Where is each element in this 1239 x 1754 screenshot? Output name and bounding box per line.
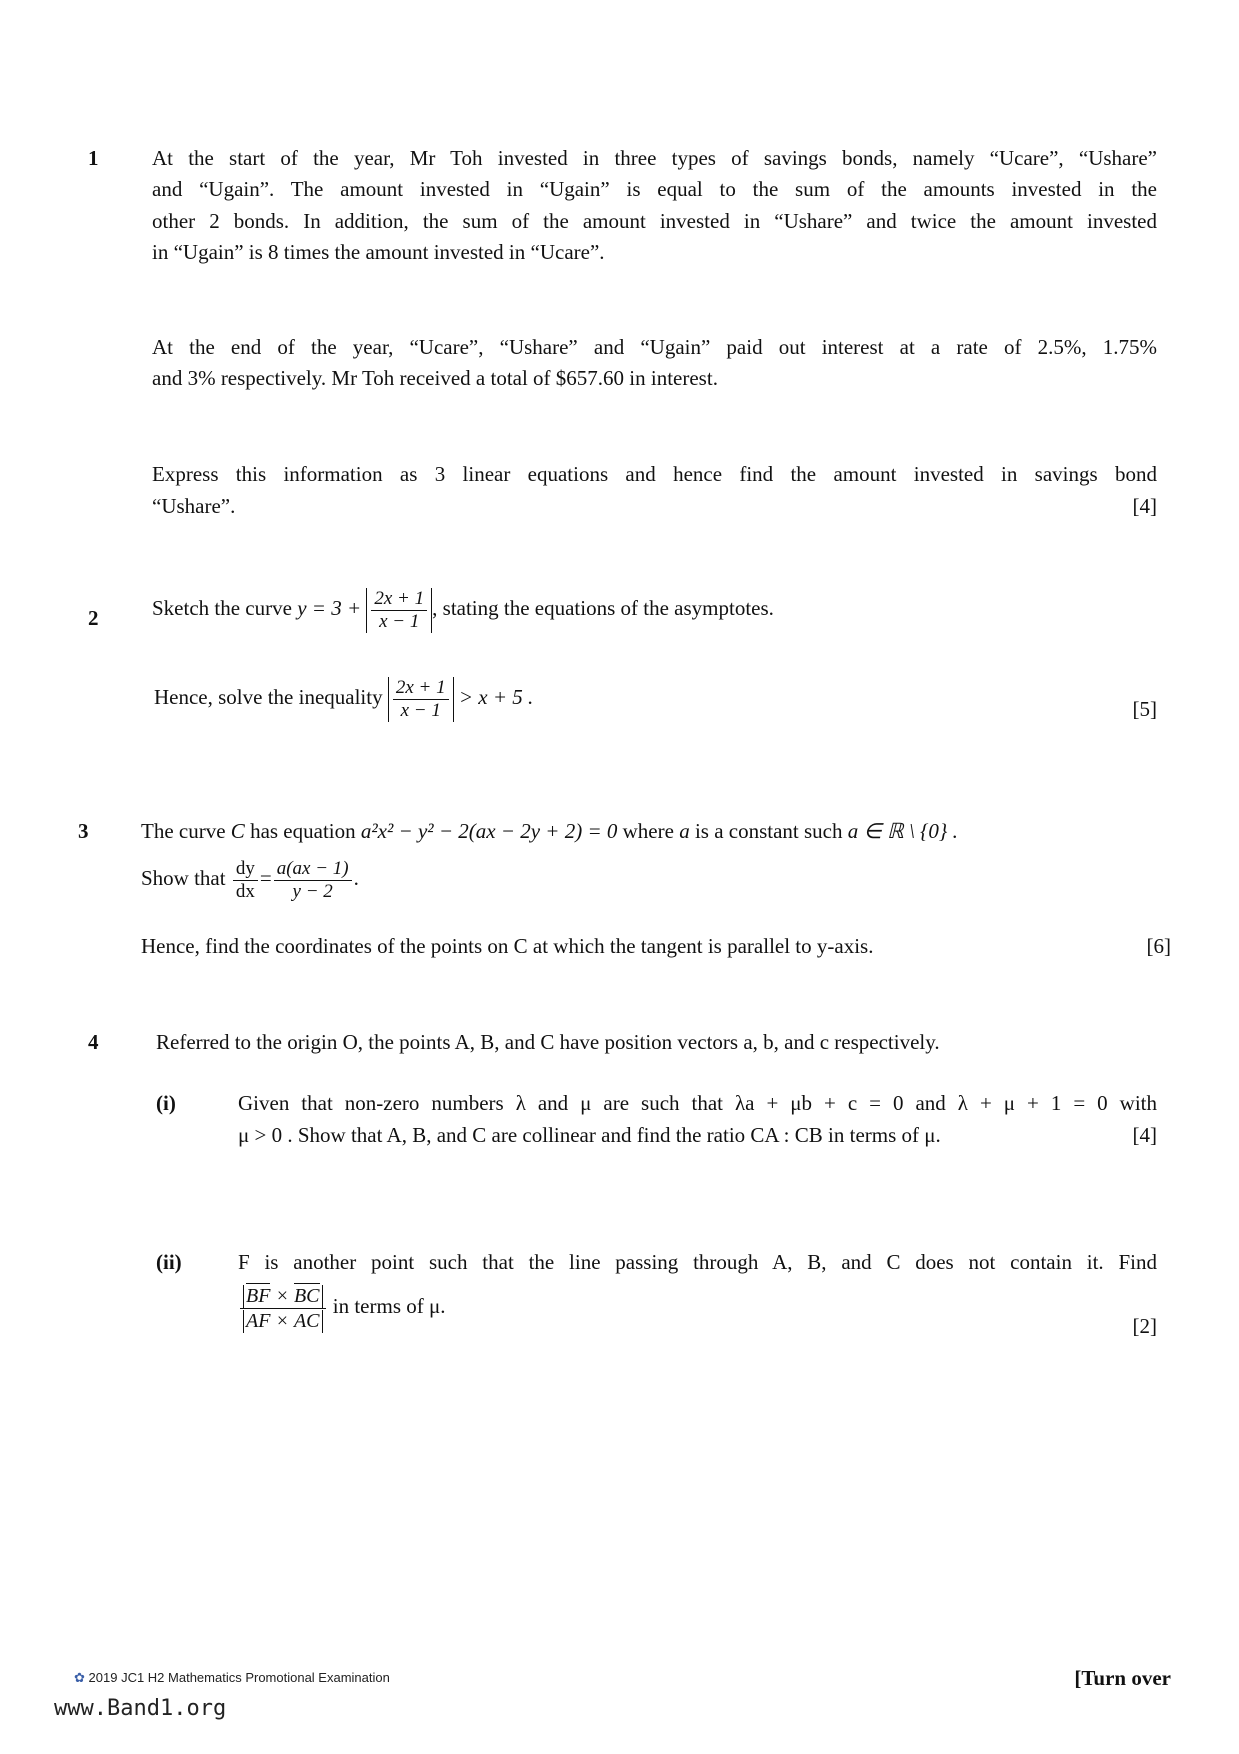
q3-text: is a constant such [689,819,848,843]
footer-exam [74,1670,390,1686]
q2-sketch-line [152,588,774,633]
q3-text: where [617,819,680,843]
vector-bc: BC [293,1284,320,1307]
q4-part-ii-expression [238,1284,446,1333]
q2-sketch-suffix: , stating the equations of the asymptotes. [432,596,774,621]
vector-af: AF [246,1309,271,1332]
question-number-3: 3 [78,819,89,843]
q2-curve-lhs: y = 3 + [297,596,362,621]
q2-abs-fraction [388,677,454,722]
q2-frac-num: 2x + 1 [393,677,449,700]
q4-part-ii-label: (ii) [156,1250,182,1274]
q3-set: a ∈ ℝ \ {0} . [847,819,958,843]
q3-equation: a²x² − y² − 2(ax − 2y + 2) = 0 [360,819,618,843]
q4-part-ii-marks: [2] [1132,1314,1157,1338]
q2-frac-den: x − 1 [379,610,420,632]
q3-rhs-den: y − 2 [292,880,333,902]
q4-part-i-line: μ > 0 . Show that A, B, and C are collinear and find the ratio CA : CB in terms of μ. [238,1123,941,1147]
q4-part-ii-suffix: in terms of μ. [327,1294,446,1319]
q4-part-ii-line: F is another point such that the line passing through A, B, and C does not contain it. Find [238,1250,1157,1274]
q3-text: The curve [141,819,231,843]
q2-frac-num: 2x + 1 [371,588,427,611]
q1-line: in “Ugain” is 8 times the amount invested in “Ucare”. [152,240,605,264]
turn-over: [Turn over [1074,1666,1171,1690]
q1-para2-line: At the end of the year, “Ucare”, “Ushare” and “Ugain” paid out interest at a rate of 2.5%, 1.75% [152,335,1157,359]
cross-symbol: × [275,1309,289,1332]
q3-hence: Hence, find the coordinates of the points on C at which the tangent is parallel to y-axis. [141,934,874,958]
q4-part-i-label: (i) [156,1091,176,1115]
q1-line: other 2 bonds. In addition, the sum of the amount invested in “Ushare” and twice the amount invested [152,209,1157,233]
q3-line1 [141,819,958,844]
q2-frac-den: x − 1 [400,699,441,721]
q1-line: and “Ugain”. The amount invested in “Ugain” is equal to the sum of the amounts invested in the [152,177,1157,201]
q3-text: has equation [244,819,361,843]
q1-para3-line: Express this information as 3 linear equations and hence find the amount invested in savings bond [152,462,1157,486]
q3-rhs-num: a(ax − 1) [274,858,352,881]
q2-hence-line [154,677,533,722]
school-logo-icon: ✿ [74,1670,85,1685]
q3-dy: dy [233,858,258,881]
q4-intro: Referred to the origin O, the points A, B, and C have position vectors a, b, and c respectively. [156,1030,940,1054]
q3-show-prefix: Show that [141,866,231,891]
q3-show-line: Show that $\frac{dy}{dx}$ = $\frac{a(ax - 1)}{y - 2}$ . [141,858,359,902]
q2-abs-fraction [366,588,432,633]
vector-bf: BF [246,1284,271,1307]
q2-ineq-rhs: > x + 5 . [458,685,534,710]
question-number-1: 1 [88,146,99,170]
q3-dx: dx [235,880,255,902]
q4-part-i-line: Given that non-zero numbers λ and μ are such that λa + μb + c = 0 and λ + μ + 1 = 0 with [238,1091,1157,1115]
q1-marks: [4] [1132,494,1157,518]
q4-part-i-marks: [4] [1132,1123,1157,1147]
q2-marks: [5] [1132,697,1157,721]
q2-sketch-prefix: Sketch the curve [152,596,298,621]
q1-para2-line: and 3% respectively. Mr Toh received a total of $657.60 in interest. [152,366,718,390]
q3-marks: [6] [1146,934,1171,958]
vector-ac: AC [293,1309,320,1332]
watermark-url: www.Band1.org [54,1696,227,1721]
q2-hence-prefix: Hence, solve the inequality [154,685,388,710]
q1-line: At the start of the year, Mr Toh invested in three types of savings bonds, namely “Ucare”, “Ushare” [152,146,1157,170]
q3-a: a [679,819,690,843]
cross-symbol: × [275,1284,289,1307]
question-number-2: 2 [88,606,99,630]
footer-exam-title: 2019 JC1 H2 Mathematics Promotional Examination [88,1670,390,1685]
q3-curve-name: C [230,819,245,843]
question-number-4: 4 [88,1030,99,1054]
q1-para3-line: “Ushare”. [152,494,236,518]
